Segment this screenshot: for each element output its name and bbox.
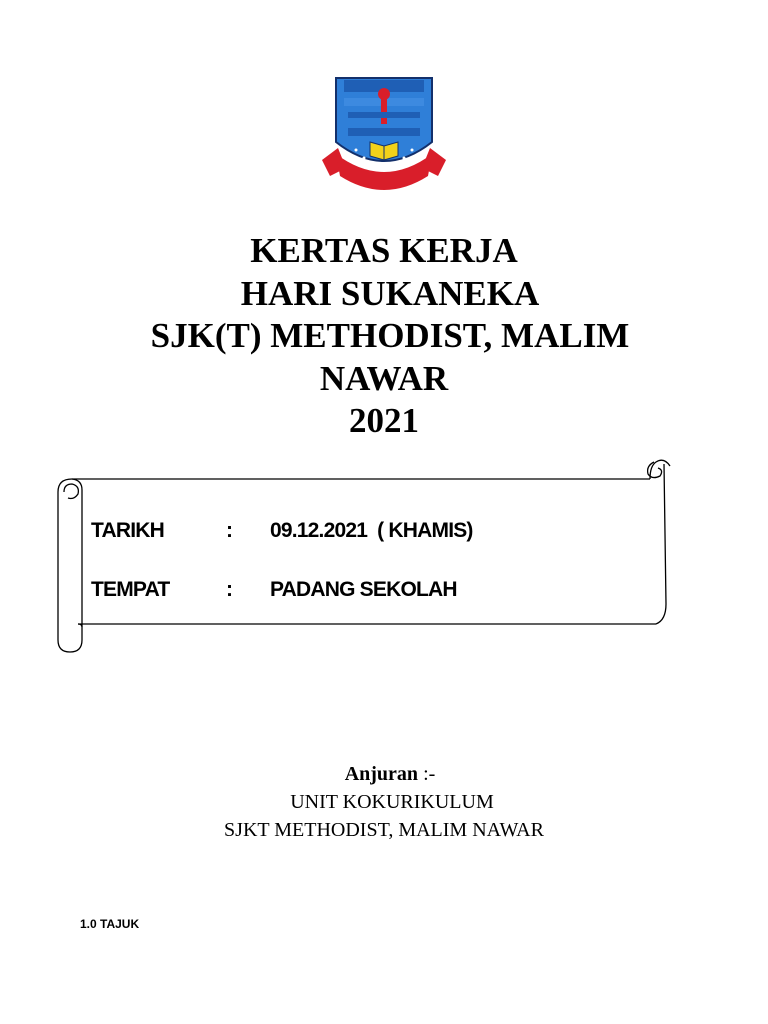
- title-line: KERTAS KERJA: [250, 231, 518, 270]
- document-title: [0, 230, 768, 443]
- organizer-heading-bold: Anjuran: [344, 763, 419, 785]
- organizer-unit: UNIT KOKURIKULUM: [290, 791, 494, 813]
- title-line: NAWAR: [319, 358, 449, 398]
- organizer-school: SJKT METHODIST, MALIM NAWAR: [224, 819, 544, 841]
- date-separator: :: [226, 519, 233, 542]
- title-line: 2021: [349, 401, 419, 440]
- date-label: TARIKH: [91, 519, 164, 542]
- title-line: HARI SUKANEKA: [240, 273, 540, 313]
- date-value: 09.12.2021 ( KHAMIS): [270, 519, 473, 542]
- venue-label: TEMPAT: [91, 578, 170, 601]
- venue-separator: :: [226, 578, 233, 601]
- organizer-heading: [0, 760, 768, 788]
- section-heading: 1.0 TAJUK: [80, 917, 140, 931]
- venue-value: PADANG SEKOLAH: [270, 578, 457, 601]
- title-line: SJK(T) METHODIST, MALIM: [150, 316, 630, 355]
- organizer-heading-suffix: :-: [418, 763, 436, 785]
- school-crest-icon: [318, 72, 450, 202]
- organizer-block: [0, 760, 768, 844]
- scroll-banner-icon: [52, 452, 672, 654]
